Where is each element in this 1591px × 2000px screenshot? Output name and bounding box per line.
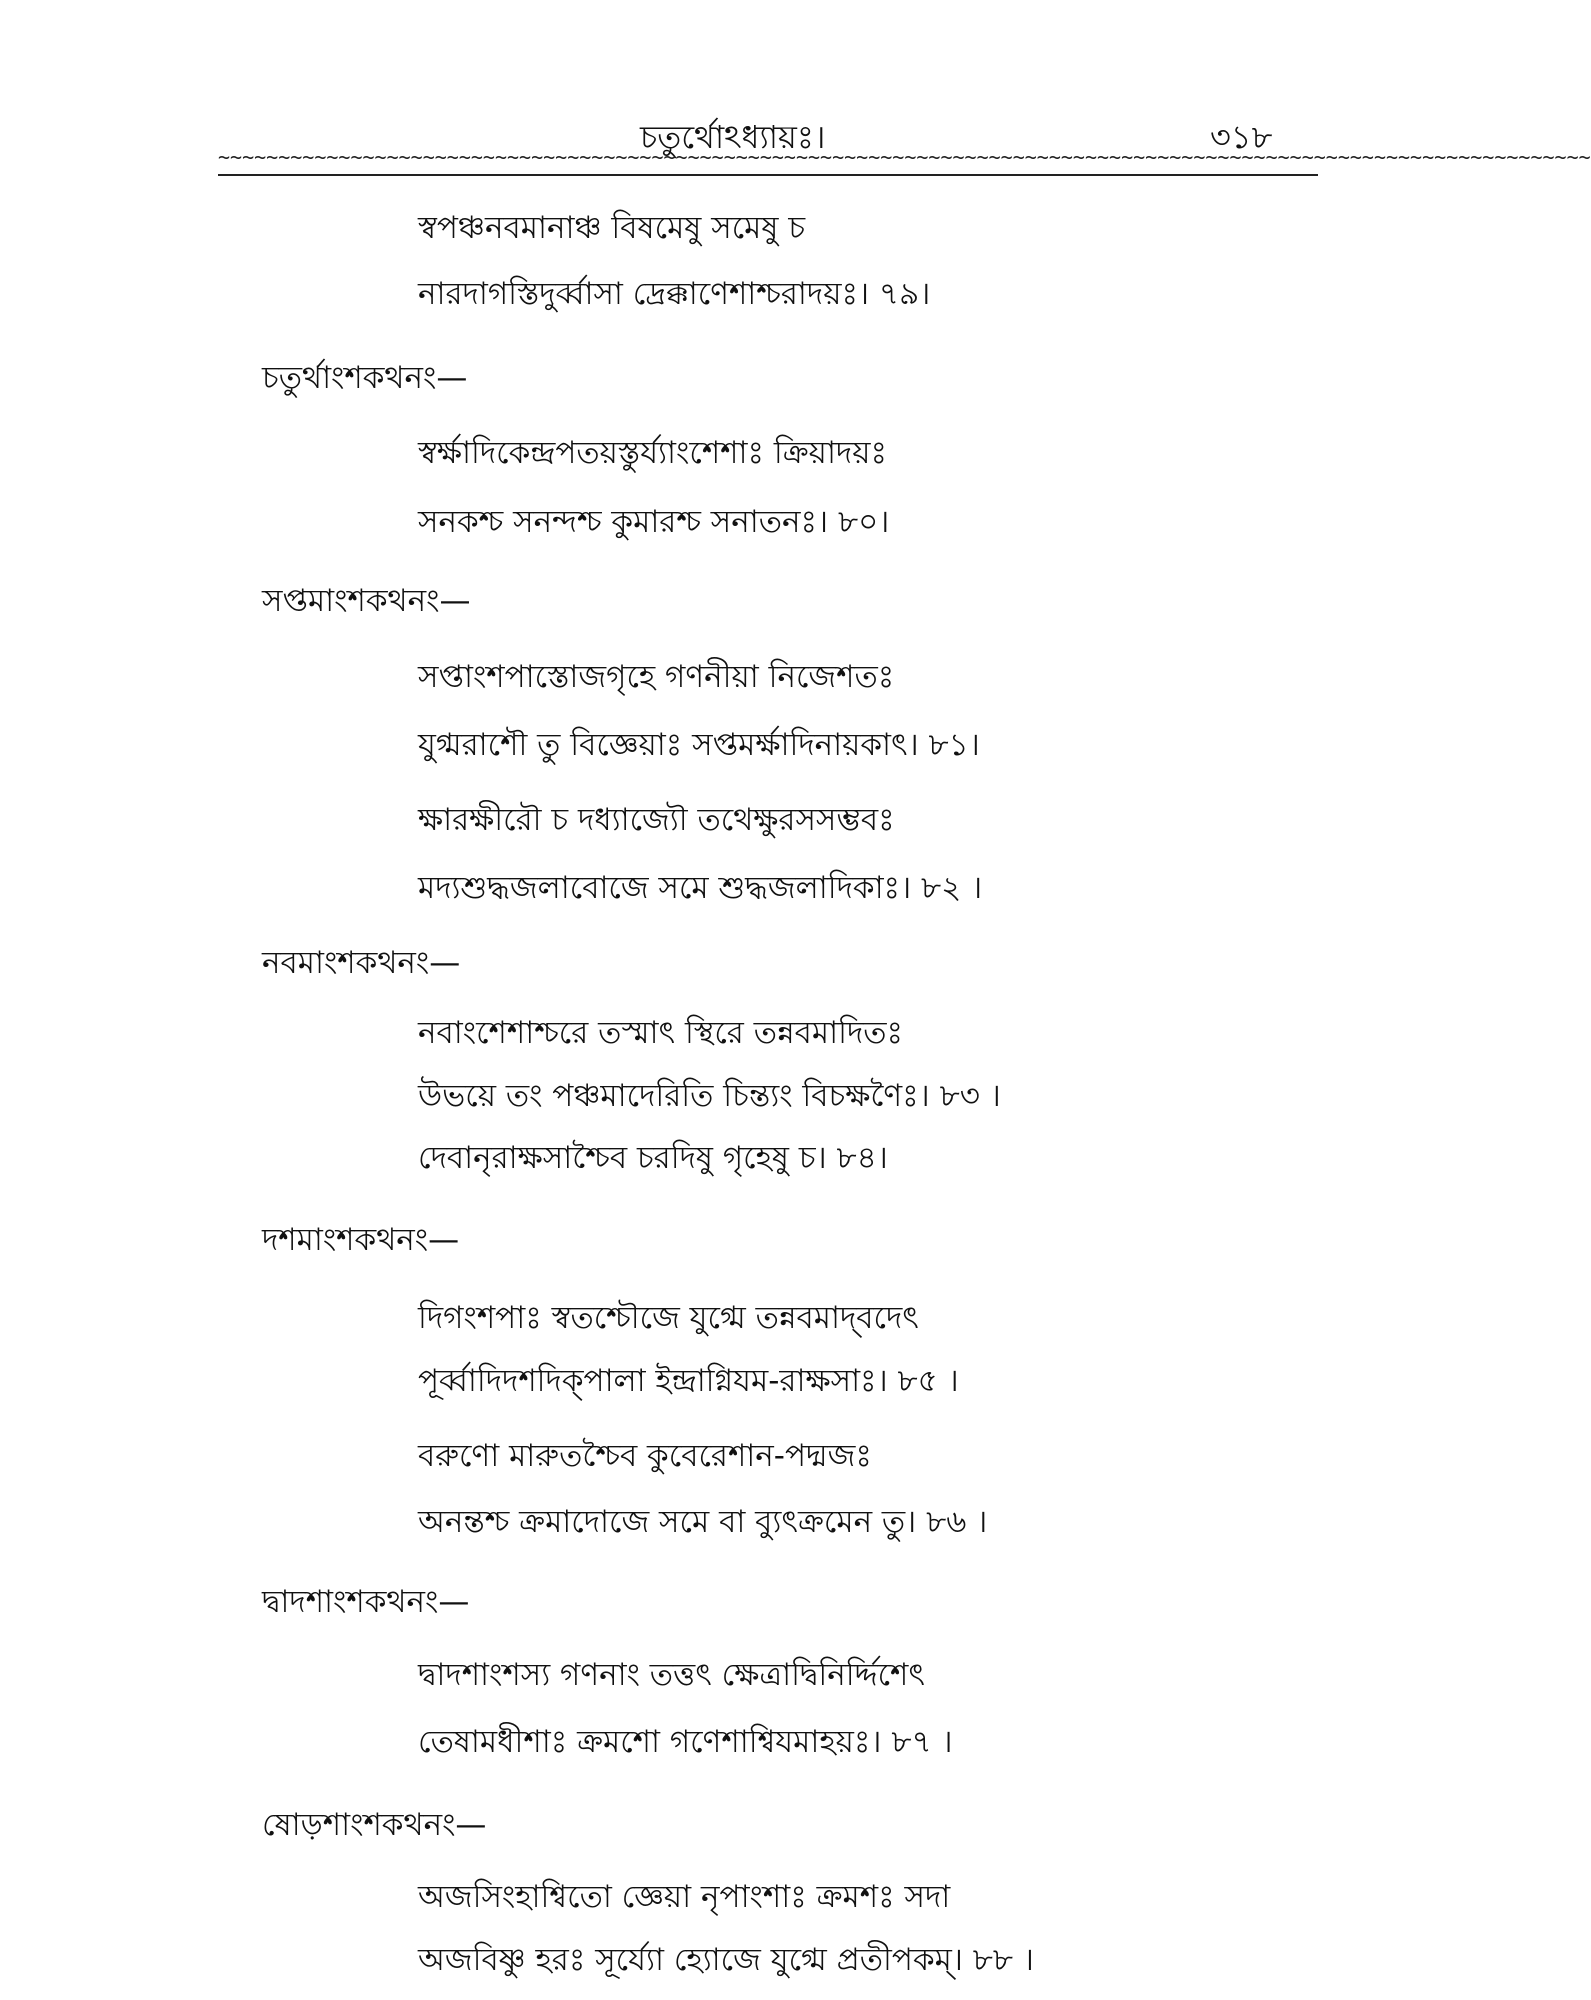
verse-line: উভয়ে তং পঞ্চমাদেরিতি চিন্ত্যং বিচক্ষণৈঃ। ৮৩ । xyxy=(418,1078,1001,1114)
verse-line: তেষামধীশাঃ ক্রমশো গণেশাশ্বিযমাহয়ঃ। ৮৭ । xyxy=(418,1724,953,1760)
verse-line: অনন্তশ্চ ক্রমাদোজে সমে বা ব্যুৎক্রমেন তু। ৮৬ । xyxy=(418,1504,988,1540)
verse-line: মদ্যশুদ্ধজলাবোজে সমে শুদ্ধজলাদিকাঃ। ৮২ । xyxy=(418,870,983,906)
verse-line: নবাংশেশাশ্চরে তস্মাৎ স্থিরে তন্নবমাদিতঃ xyxy=(418,1015,904,1051)
verse-line: পূর্ব্বাদিদশদিক্‌পালা ইন্দ্রাগ্নিযম-রাক্ষসাঃ। ৮৫ । xyxy=(418,1363,959,1399)
verse-line: নারদাগস্তিদুর্ব্বাসা দ্রেক্কাণেশাশ্চরাদয়ঃ। ৭৯। xyxy=(418,276,931,312)
verse-line: অজবিষ্ণু হরঃ সূর্য্যো হ্যোজে যুগ্মে প্রতীপকম্‌। ৮৮ । xyxy=(418,1942,1034,1978)
verse-line: দিগংশপাঃ স্বতশ্চৌজে যুগ্মে তন্নবমাদ্‌বদেৎ xyxy=(418,1300,919,1336)
verse-line: অজসিংহাশ্বিতো জ্ঞেয়া নৃপাংশাঃ ক্রমশঃ সদা xyxy=(418,1879,951,1915)
verse-line: সপ্তাংশপাস্তোজগৃহে গণনীয়া নিজেশতঃ xyxy=(418,659,895,695)
section-heading: চতুর্থাংশকথনং— xyxy=(262,360,468,396)
header-rule xyxy=(218,174,1318,176)
verse-line: ক্ষারক্ষীরৌ চ দধ্যাজ্যৌ তথেক্ষুরসসম্ভবঃ xyxy=(418,802,895,838)
wavy-rule: ~~~~~~~~~~~~~~~~~~~~~~~~~~~~~~~~~~~~~~~~~~~~~~~~~~~~~~~~~~~~~~~~~~~~~~~~~~~~~~~~~~~~~~~~~~~~~~~~~~~~~~~~~~~~~~~~~~ xyxy=(218,145,1591,169)
section-heading: নবমাংশকথনং— xyxy=(262,945,461,981)
section-heading: সপ্তমাংশকথনং— xyxy=(262,583,471,619)
verse-line: বরুণো মারুতশ্চৈব কুবেরেশান-পদ্মজঃ xyxy=(418,1438,872,1474)
section-heading: দশমাংশকথনং— xyxy=(262,1222,460,1258)
verse-line: স্বর্ক্ষাদিকেন্দ্রপতয়স্তুর্য্যাংশেশাঃ ক্রিয়াদয়ঃ xyxy=(418,435,888,471)
verse-line: যুগ্মরাশৌ তু বিজ্ঞেয়াঃ সপ্তমর্ক্ষাদিনায়কাৎ। ৮১। xyxy=(418,727,980,763)
page-number: ৩১৮ xyxy=(1210,118,1273,156)
section-heading: ষোড়শাংশকথনং— xyxy=(262,1807,487,1843)
verse-line: সনকশ্চ সনন্দশ্চ কুমারশ্চ সনাতনঃ। ৮০। xyxy=(418,504,890,540)
verse-line: দ্বাদশাংশস্য গণনাং তত্তৎ ক্ষেত্রাদ্বিনির্দ্দিশেৎ xyxy=(418,1657,925,1693)
running-title: চতুর্থোঽধ্যায়ঃ। xyxy=(640,118,826,156)
verse-line: দেবানৃরাক্ষসাশ্চৈব চরদিষু গৃহেষু চ। ৮৪। xyxy=(418,1140,888,1176)
verse-line: স্বপঞ্চনবমানাঞ্চ বিষমেষু সমেষু চ xyxy=(418,210,806,246)
section-heading: দ্বাদশাংশকথনং— xyxy=(262,1584,470,1620)
